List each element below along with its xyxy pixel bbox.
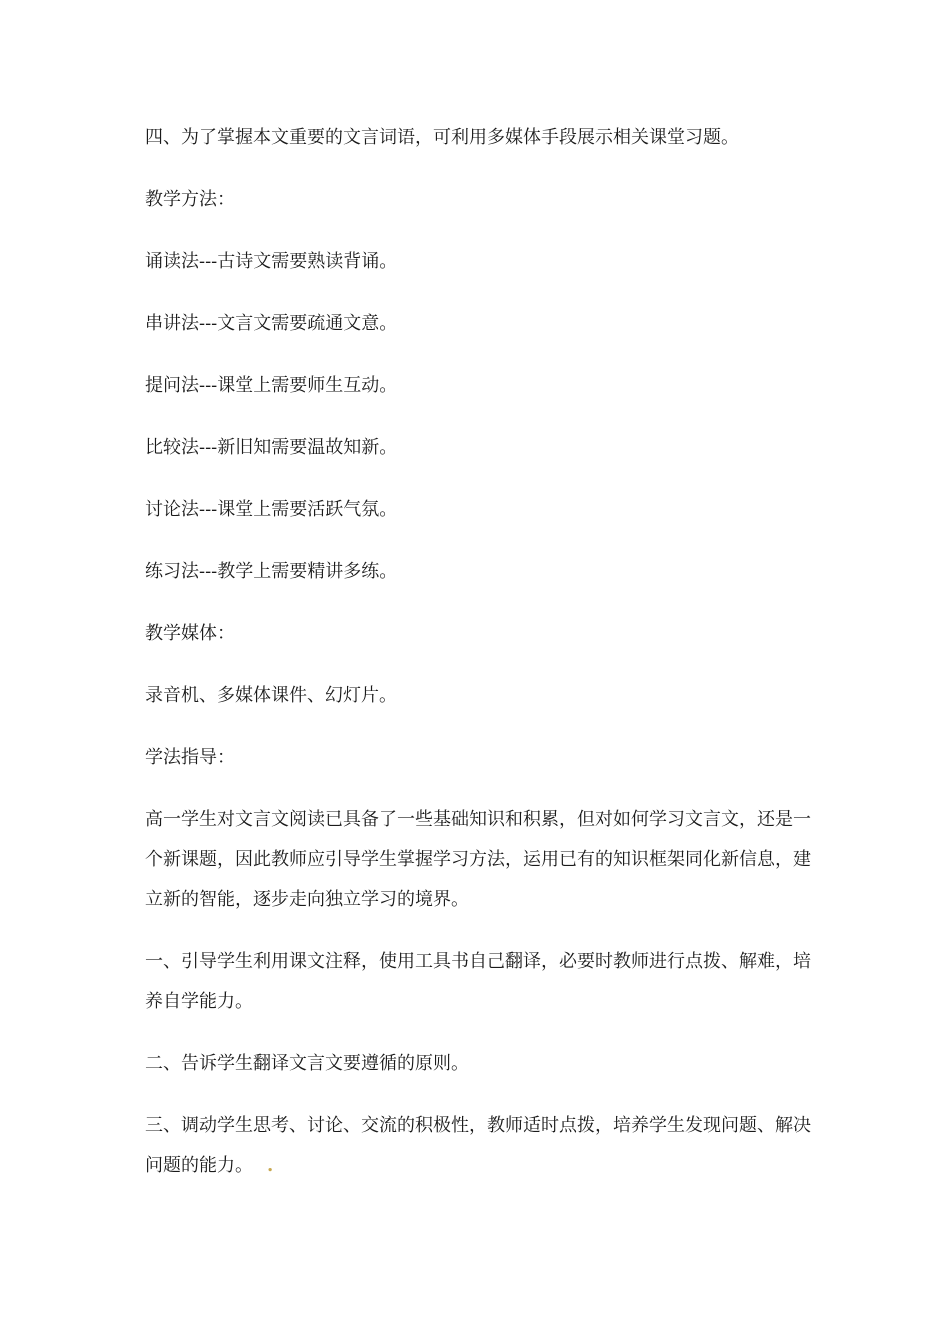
method-recitation: 诵读法---古诗文需要熟读背诵。 [145, 251, 398, 272]
method-comparison: 比较法---新旧知需要温故知新。 [145, 437, 398, 458]
guidance-item-three: 三、调动学生思考、讨论、交流的积极性，教师适时点拨，培养学生发现问题、解决问题的能力。 [145, 1115, 811, 1176]
method-discussion: 讨论法---课堂上需要活跃气氛。 [145, 499, 398, 520]
guidance-item-three-container [145, 1106, 825, 1186]
trailing-mark: . [267, 1155, 274, 1176]
method-practice: 练习法---教学上需要精讲多练。 [145, 561, 398, 582]
heading-teaching-media: 教学媒体： [145, 623, 235, 644]
document-body [145, 118, 825, 1208]
guidance-item-one: 一、引导学生利用课文注释，使用工具书自己翻译，必要时教师进行点拨、解难，培养自学能力。 [145, 951, 811, 1012]
heading-teaching-methods: 教学方法： [145, 189, 235, 210]
guidance-item-two: 二、告诉学生翻译文言文要遵循的原则。 [145, 1053, 469, 1074]
paragraph-student-background: 高一学生对文言文阅读已具备了一些基础知识和积累，但对如何学习文言文，还是一个新课题，因此教师应引导学生掌握学习方法，运用已有的知识框架同化新信息，建立新的智能，逐步走向独立学习的境界。 [145, 809, 811, 910]
method-questioning: 提问法---课堂上需要师生互动。 [145, 375, 398, 396]
method-explanation: 串讲法---文言文需要疏通文意。 [145, 313, 398, 334]
media-list: 录音机、多媒体课件、幻灯片。 [145, 685, 397, 706]
heading-study-guidance: 学法指导： [145, 747, 235, 768]
paragraph-multimedia-exercises: 四、为了掌握本文重要的文言词语，可利用多媒体手段展示相关课堂习题。 [145, 127, 739, 148]
